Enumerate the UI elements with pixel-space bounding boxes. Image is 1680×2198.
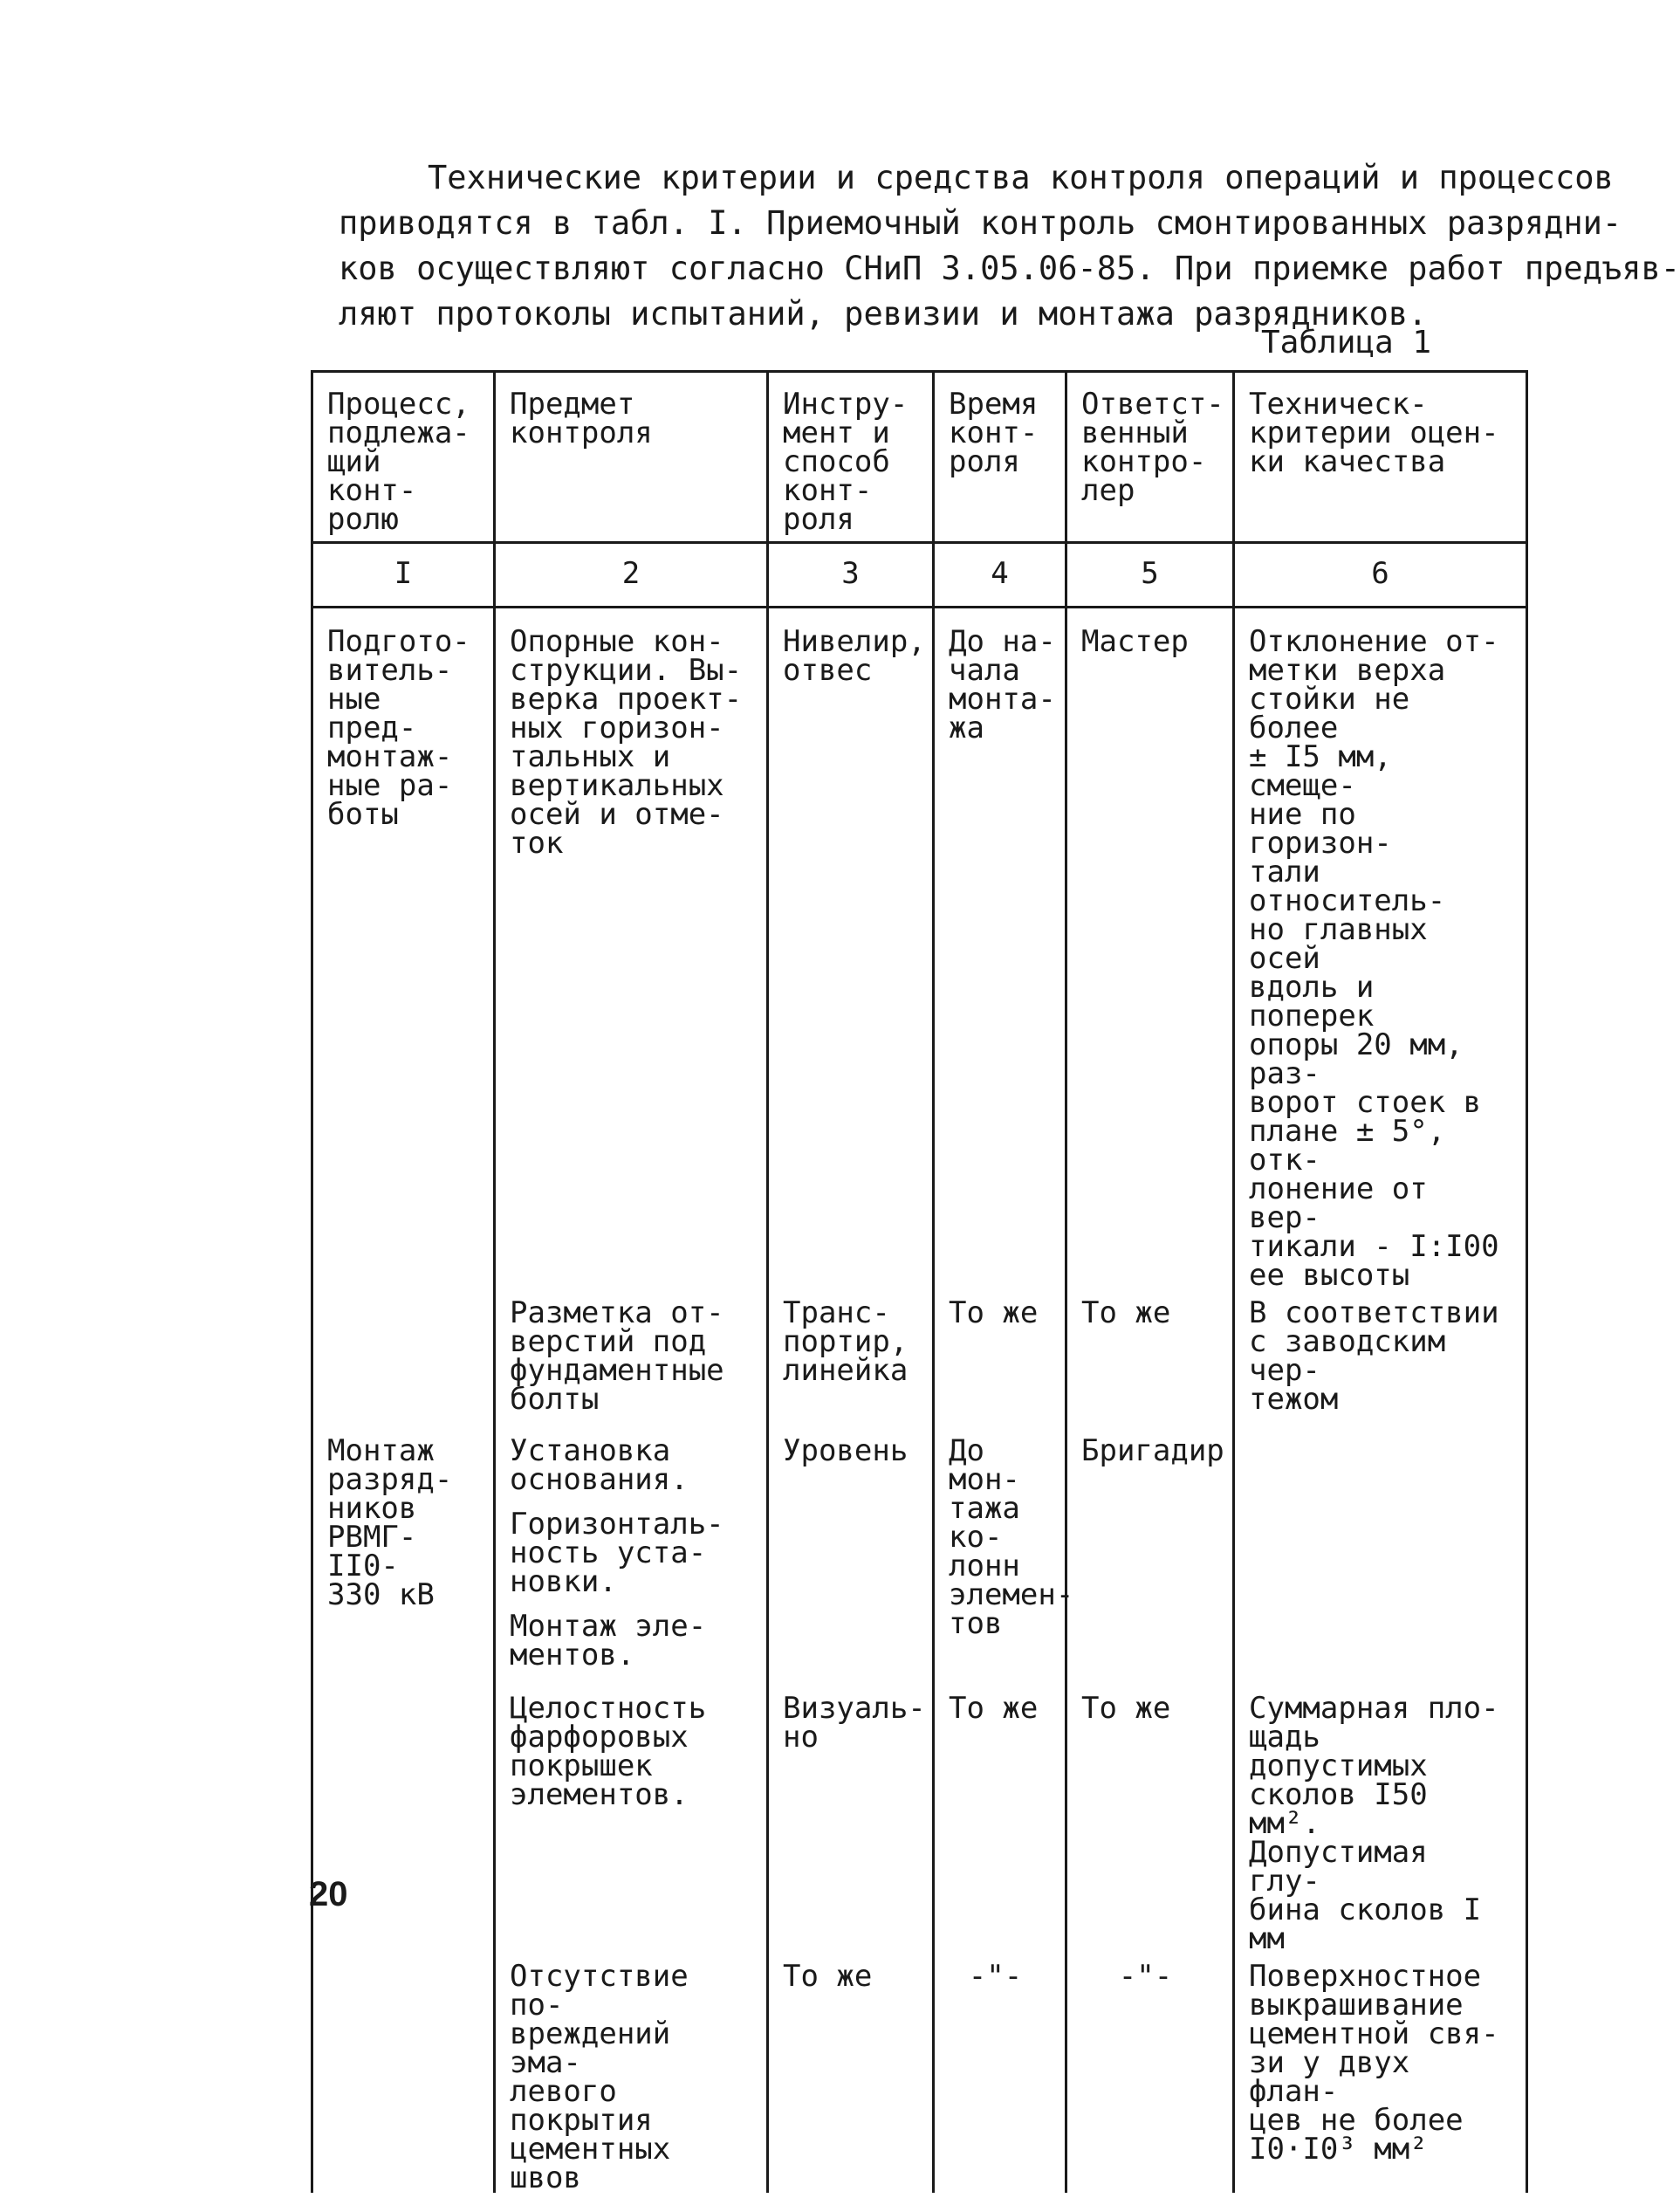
cell-time: До на- чала монта- жа — [934, 608, 1066, 1291]
table-number-row — [312, 543, 1527, 608]
cell-criteria — [1234, 1428, 1527, 1686]
subject-part: Установка основания. — [510, 1433, 689, 1497]
paragraph-line: ляют протоколы испытаний, ревизии и монтажа разрядников. — [339, 295, 1428, 333]
column-number: 5 — [1066, 543, 1234, 608]
cell-time: До мон- тажа ко- лонн элемен- тов — [934, 1428, 1066, 1686]
header-subject: Предмет контроля — [495, 372, 768, 543]
cell-criteria: В соответствии с заводским чер- тежом — [1234, 1290, 1527, 1428]
cell-time: То же — [934, 1686, 1066, 1954]
cell-subject: Опорные кон- струкции. Вы- верка проект- ных горизон- тальных и вертикальных осей и отме- ток — [495, 608, 768, 1291]
header-criteria: Техническ- критерии оцен- ки качества — [1234, 372, 1527, 543]
header-controller: Ответст- венный контро- лер — [1066, 372, 1234, 543]
paragraph-line: Технические критерии и средства контроля операций и процессов — [428, 159, 1614, 196]
cell-process: Подгото- витель- ные пред- монтаж- ные ра- боты — [312, 608, 495, 1291]
cell-time: То же — [934, 1290, 1066, 1428]
cell-controller: Бригадир — [1066, 1428, 1234, 1686]
table-caption: Таблица 1 — [1261, 325, 1432, 361]
cell-process — [312, 1954, 495, 2193]
table-row — [312, 1290, 1527, 1428]
paragraph-line: приводятся в табл. I. Приемочный контроль смонтированных разрядни- — [339, 204, 1622, 242]
column-number: 4 — [934, 543, 1066, 608]
column-number: 2 — [495, 543, 768, 608]
header-time: Время конт- роля — [934, 372, 1066, 543]
column-number: 6 — [1234, 543, 1527, 608]
subject-part: Горизонталь- ность уста- новки. — [510, 1507, 724, 1599]
table-row — [312, 608, 1527, 1291]
cell-subject: Разметка от- верстий под фундаментные болты — [495, 1290, 768, 1428]
page-number: 20 — [309, 1875, 348, 1913]
cell-subject: Целостность фарфоровых покрышек элементов. — [495, 1686, 768, 1954]
header-tool: Инстру- мент и способ конт- роля — [768, 372, 934, 543]
table-row — [312, 1428, 1527, 1686]
cell-controller: То же — [1066, 1686, 1234, 1954]
cell-controller: То же — [1066, 1290, 1234, 1428]
cell-criteria: Отклонение от- метки верха стойки не более ± I5 мм, смеще- ние по горизон- тали относитель- но главных осей вдоль и поперек опоры 20 мм, раз- ворот стоек в плане ± 5°, отк- лонение от вер- тикали - I:I00 ее высоты — [1234, 608, 1527, 1291]
cell-controller: Мастер — [1066, 608, 1234, 1291]
cell-tool: То же — [768, 1954, 934, 2193]
subject-part: Монтаж эле- ментов. — [510, 1609, 707, 1673]
cell-subject: Отсутствие по- вреждений эма- левого покрытия цементных швов — [495, 1954, 768, 2193]
cell-process — [312, 1290, 495, 1428]
cell-controller: -"- — [1066, 1954, 1234, 2193]
table-header-row — [312, 372, 1527, 543]
table-row — [312, 1686, 1527, 1954]
cell-process: Монтаж разряд- ников РВМГ- II0- 330 кВ — [312, 1428, 495, 1686]
cell-tool: Нивелир, отвес — [768, 608, 934, 1291]
control-criteria-table — [311, 370, 1528, 2193]
cell-subject — [495, 1428, 768, 1686]
column-number: 3 — [768, 543, 934, 608]
cell-criteria: Поверхностное выкрашивание цементной свя- зи у двух флан- цев не более I0·I0³ мм² — [1234, 1954, 1527, 2193]
cell-tool: Уровень — [768, 1428, 934, 1686]
cell-criteria: Суммарная пло- щадь допустимых сколов I50 мм². Допустимая глу- бина сколов I мм — [1234, 1686, 1527, 1954]
cell-tool: Визуаль- но — [768, 1686, 934, 1954]
cell-time: -"- — [934, 1954, 1066, 2193]
paragraph-line: ков осуществляют согласно СНиП 3.05.06-85. При приемке работ предъяв- — [339, 250, 1680, 287]
cell-tool: Транс- портир, линейка — [768, 1290, 934, 1428]
column-number: I — [312, 543, 495, 608]
table-row — [312, 1954, 1527, 2193]
header-process: Процесс, подлежа- щий конт- ролю — [312, 372, 495, 543]
intro-paragraph — [339, 155, 1680, 337]
